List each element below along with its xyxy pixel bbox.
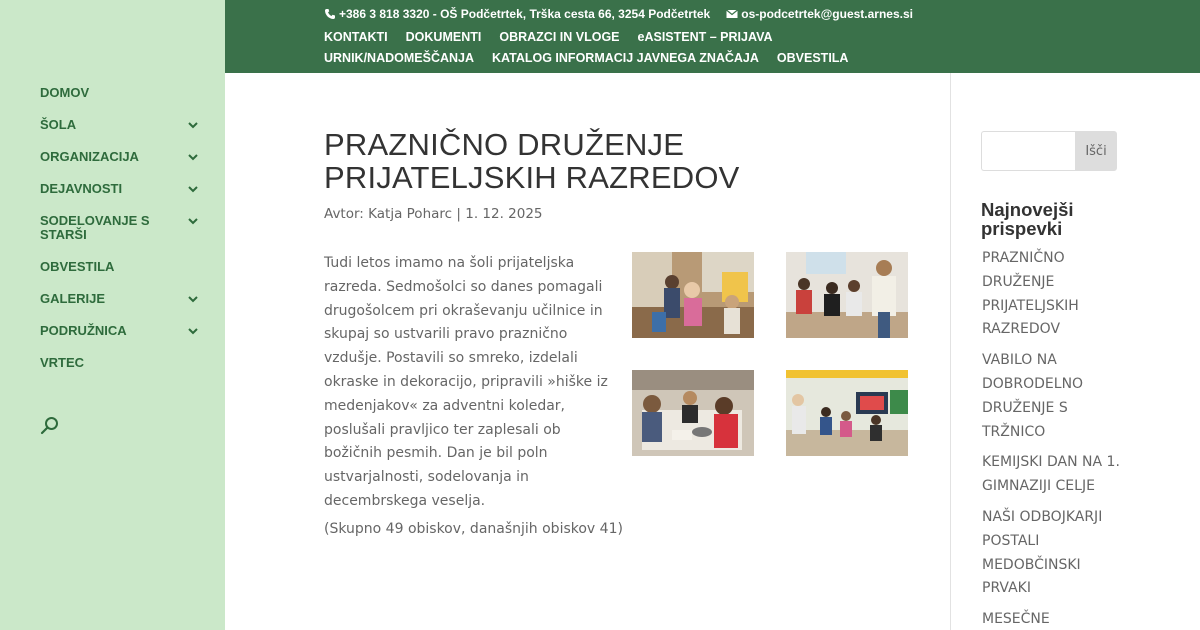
contact-info xyxy=(324,7,913,21)
contact-phone-address: +386 3 818 3320 - OŠ Podčetrtek, Trška cesta 66, 3254 Podčetrtek xyxy=(339,7,711,21)
chevron-down-icon[interactable] xyxy=(186,182,200,196)
sidebar-item-podruznica[interactable] xyxy=(40,324,210,338)
chevron-down-icon[interactable] xyxy=(186,214,200,228)
gallery-photo-3[interactable] xyxy=(632,370,754,456)
sidebar-item-obvestila[interactable] xyxy=(40,260,210,274)
recent-post-link[interactable]: PRAZNIČNO DRUŽENJE PRIJATELJSKIH RAZREDOV xyxy=(982,250,1079,338)
sidebar-item-vrtec[interactable] xyxy=(40,356,210,370)
meta-prefix: Avtor: xyxy=(324,206,364,222)
post-meta xyxy=(324,206,914,222)
sidebar-item-label: DOMOV xyxy=(40,85,90,100)
top-nav-obrazci-in-vloge[interactable]: OBRAZCI IN VLOGE xyxy=(499,30,620,44)
contact-email[interactable]: os-podcetrtek@guest.arnes.si xyxy=(741,7,913,21)
search-input[interactable] xyxy=(981,131,1075,171)
sidebar-item-sola[interactable] xyxy=(40,118,210,132)
top-nav-urnik-nadomescanja[interactable]: URNIK/NADOMEŠČANJA xyxy=(324,51,475,65)
meta-separator: | xyxy=(456,206,461,222)
chevron-down-icon[interactable] xyxy=(186,150,200,164)
envelope-icon xyxy=(726,8,738,20)
sidebar-item-label: ŠOLA xyxy=(40,117,77,132)
sidebar-item-label: GALERIJE xyxy=(40,291,106,306)
chevron-down-icon[interactable] xyxy=(186,324,200,338)
left-sidebar xyxy=(0,0,225,630)
search-button[interactable]: Išči xyxy=(1075,131,1117,171)
sidebar-item-dejavnosti[interactable] xyxy=(40,182,210,196)
sidebar-item-label: SODELOVANJE S STARŠI xyxy=(40,213,150,242)
article xyxy=(324,127,914,537)
sidebar-item-sodelovanje-s-starsi[interactable] xyxy=(40,214,210,242)
recent-post-link[interactable]: VABILO NA DOBRODELNO DRUŽENJE S TRŽNICO xyxy=(982,352,1084,440)
recent-post-link[interactable]: MESEČNE xyxy=(982,611,1050,628)
sidebar-item-label: VRTEC xyxy=(40,355,85,370)
chevron-down-icon[interactable] xyxy=(186,118,200,132)
top-nav-katalog-informacij-javnega-znacaja[interactable]: KATALOG INFORMACIJ JAVNEGA ZNAČAJA xyxy=(492,51,759,65)
gallery-photo-2[interactable] xyxy=(786,252,908,338)
sidebar-item-domov[interactable] xyxy=(40,86,210,100)
sidebar-item-label: OBVESTILA xyxy=(40,259,115,274)
search-icon[interactable] xyxy=(40,416,60,436)
sidebar-item-organizacija[interactable] xyxy=(40,150,210,164)
recent-post-link[interactable]: NAŠI ODBOJKARJI POSTALI MEDOBČINSKI PRVAKI xyxy=(982,508,1103,597)
recent-post-link[interactable]: KEMIJSKI DAN NA 1. GIMNAZIJI CELJE xyxy=(982,454,1120,495)
sidebar-search xyxy=(981,131,1117,171)
gallery-photo-4[interactable] xyxy=(786,370,908,456)
sidebar-item-label: ORGANIZACIJA xyxy=(40,149,139,164)
sidebar-item-galerije[interactable] xyxy=(40,292,210,306)
chevron-down-icon[interactable] xyxy=(186,292,200,306)
main-navigation xyxy=(40,86,210,388)
recent-posts-list xyxy=(982,247,1122,630)
gallery-photo-1[interactable] xyxy=(632,252,754,338)
recent-posts-title: Najnovejši prispevki xyxy=(981,199,1074,239)
column-divider xyxy=(950,73,951,630)
post-body: Tudi letos imamo na šoli prijateljska razreda. Sedmošolci so danes pomagali drugošolcem pri okraševanju učilnice in skupaj so ustvarili pravo praznično vzdušje. Postavili so smreko, izdelali okraske in dekoracijo, pripravili »hiške iz medenjakov« za adventni koledar, poslušali pravljico ter zaplesali ob božičnih pesmih. Dan je bil poln ustvarjalnosti, sodelovanja in decembrskega veselja. xyxy=(324,255,608,509)
view-counter: (Skupno 49 obiskov, današnjih obiskov 41) xyxy=(324,521,623,537)
top-header xyxy=(225,0,1200,73)
top-nav-dokumenti[interactable]: DOKUMENTI xyxy=(405,30,482,44)
post-date: 1. 12. 2025 xyxy=(465,206,543,222)
page-title: PRAZNIČNO DRUŽENJE PRIJATELJSKIH RAZREDOV xyxy=(324,127,740,195)
phone-icon xyxy=(324,8,336,20)
author-link[interactable]: Katja Poharc xyxy=(368,206,453,222)
top-navigation xyxy=(324,27,944,69)
top-nav-obvestila[interactable]: OBVESTILA xyxy=(776,51,849,65)
sidebar-item-label: PODRUŽNICA xyxy=(40,323,127,338)
top-nav-easistent-prijava[interactable]: eASISTENT – PRIJAVA xyxy=(637,30,773,44)
sidebar-item-label: DEJAVNOSTI xyxy=(40,181,123,196)
top-nav-kontakti[interactable]: KONTAKTI xyxy=(324,30,388,44)
